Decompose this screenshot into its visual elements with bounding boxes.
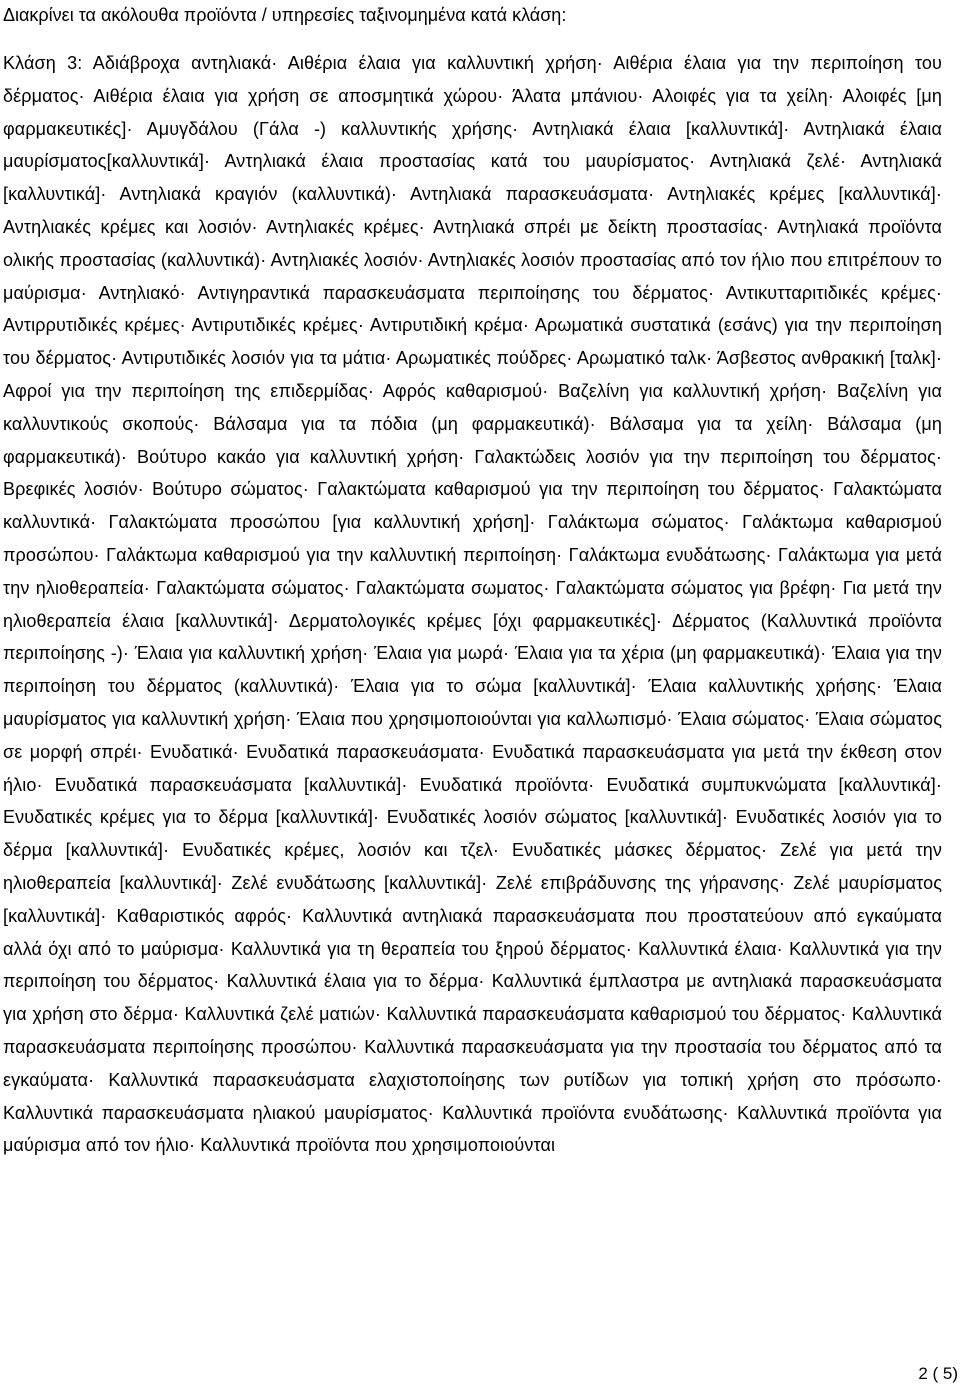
page-number: 2 ( 5) xyxy=(918,1364,958,1383)
class-3-goods-list: Κλάση 3: Αδιάβροχα αντηλιακά· Αιθέρια έλαια για καλλυντική χρήση· Αιθέρια έλαια για την περιποίηση του δέρματος· Αιθέρια έλαια για χρήση σε αποσμητικά χώρου· Άλατα μπάνιου· Αλοιφές για τα χείλη· Αλοιφές [μη φαρμακευτικές]· Αμυγδάλου (Γάλα -) καλλυντικής χρήσης· Αντηλιακά έλαια [καλλυντικά]· Αντηλιακά έλαια μαυρίσματος[καλλυντικά]· Αντηλιακά έλαια προστασίας κατά του μαυρίσματος· Αντηλιακά ζελέ· Αντηλιακά [καλλυντικά]· Αντηλιακά κραγιόν (καλλυντικά)· Αντηλιακά παρασκευάσματα· Αντηλιακές κρέμες [καλλυντικά]· Αντηλιακές κρέμες και λοσιόν· Αντηλιακές κρέμες· Αντηλιακά σπρέι με δείκτη προστασίας· Αντηλιακά προϊόντα ολικής προστασίας (καλλυντικά)· Αντηλιακές λοσιόν· Αντηλιακές λοσιόν προστασίας από τον ήλιο που επιτρέπουν το μαύρισμα· Αντηλιακό· Αντιγηραντικά παρασκευάσματα περιποίησης του δέρματος· Αντικυτταριτιδικές κρέμες· Αντιρρυτιδικές κρέμες· Αντιρυτιδικές κρέμες· Αντιρυτιδική κρέμα· Αρωματικά συστατικά (εσάνς) για την περιποίηση του δέρματος· Αντιρυτιδικές λοσιόν για τα μάτια· Αρωματικές πούδρες· Αρωματικό ταλκ· Άσβεστος ανθρακική [ταλκ]· Αφροί για την περιποίηση της επιδερμίδας· Αφρός καθαρισμού· Βαζελίνη για καλλυντική χρήση· Βαζελίνη για καλλυντικούς σκοπούς· Βάλσαμα για τα πόδια (μη φαρμακευτικά)· Βάλσαμα για τα χείλη· Βάλσαμα (μη φαρμακευτικά)· Βούτυρο κακάο για καλλυντική χρήση· Γαλακτώδεις λοσιόν για την περιποίηση του δέρματος· Βρεφικές λοσιόν· Βούτυρο σώματος· Γαλακτώματα καθαρισμού για την περιποίηση του δέρματος· Γαλακτώματα καλλυντικά· Γαλακτώματα προσώπου [για καλλυντική χρήση]· Γαλάκτωμα σώματος· Γαλάκτωμα καθαρισμού προσώπου· Γαλάκτωμα καθαρισμού για την καλλυντική περιποίηση· Γαλάκτωμα ενυδάτωσης· Γαλάκτωμα για μετά την ηλιοθεραπεία· Γαλακτώματα σώματος· Γαλακτώματα σωματος· Γαλακτώματα σώματος για βρέφη· Για μετά την ηλιοθεραπεία έλαια [καλλυντικά]· Δερματολογικές κρέμες [όχι φαρμακευτικές]· Δέρματος (Καλλυντικά προϊόντα περιποίησης -)· Έλαια για καλλυντική χρήση· Έλαια για μωρά· Έλαια για τα χέρια (μη φαρμακευτικά)· Έλαια για την περιποίηση του δέρματος (καλλυντικά)· Έλαια για το σώμα [καλλυντικά]· Έλαια καλλυντικής χρήσης· Έλαια μαυρίσματος για καλλυντική χρήση· Έλαια που χρησιμοποιούνται για καλλωπισμό· Έλαια σώματος· Έλαια σώματος σε μορφή σπρέι· Ενυδατικά· Ενυδατικά παρασκευάσματα· Ενυδατικά παρασκευάσματα για μετά την έκθεση στον ήλιο· Ενυδατικά παρασκευάσματα [καλλυντικά]· Ενυδατικά προϊόντα· Ενυδατικά συμπυκνώματα [καλλυντικά]· Ενυδατικές κρέμες για το δέρμα [καλλυντικά]· Ενυδατικές λοσιόν σώματος [καλλυντικά]· Ενυδατικές λοσιόν για το δέρμα [καλλυντικά]· Ενυδατικές κρέμες, λοσιόν και τζελ· Ενυδατικές μάσκες δέρματος· Ζελέ για μετά την ηλιοθεραπεία [καλλυντικά]· Ζελέ ενυδάτωσης [καλλυντικά]· Ζελέ επιβράδυνσης της γήρανσης· Ζελέ μαυρίσματος [καλλυντικά]· Καθαριστικός αφρός· Καλλυντικά αντηλιακά παρασκευάσματα που προστατεύουν από εγκαύματα αλλά όχι από το μαύρισμα· Καλλυντικά για τη θεραπεία του ξηρού δέρματος· Καλλυντικά έλαια· Καλλυντικά για την περιποίηση του δέρματος· Καλλυντικά έλαια για το δέρμα· Καλλυντικά έμπλαστρα με αντηλιακά παρασκευάσματα για χρήση στο δέρμα· Καλλυντικά ζελέ ματιών· Καλλυντικά παρασκευάσματα καθαρισμού του δέρματος· Καλλυντικά παρασκευάσματα περιποίησης προσώπου· Καλλυντικά παρασκευάσματα για την προστασία του δέρματος από τα εγκαύματα· Καλλυντικά παρασκευάσματα ελαχιστοποίησης των ρυτίδων για τοπική χρήση στο πρόσωπο· Καλλυντικά παρασκευάσματα ηλιακού μαυρίσματος· Καλλυντικά προϊόντα ενυδάτωσης· Καλλυντικά προϊόντα για μαύρισμα από τον ήλιο· Καλλυντικά προϊόντα που χρησιμοποιούνται xyxy=(3,53,942,1156)
section-heading: Διακρίνει τα ακόλουθα προϊόντα / υπηρεσίες ταξινομημένα κατά κλάση: xyxy=(3,5,567,25)
